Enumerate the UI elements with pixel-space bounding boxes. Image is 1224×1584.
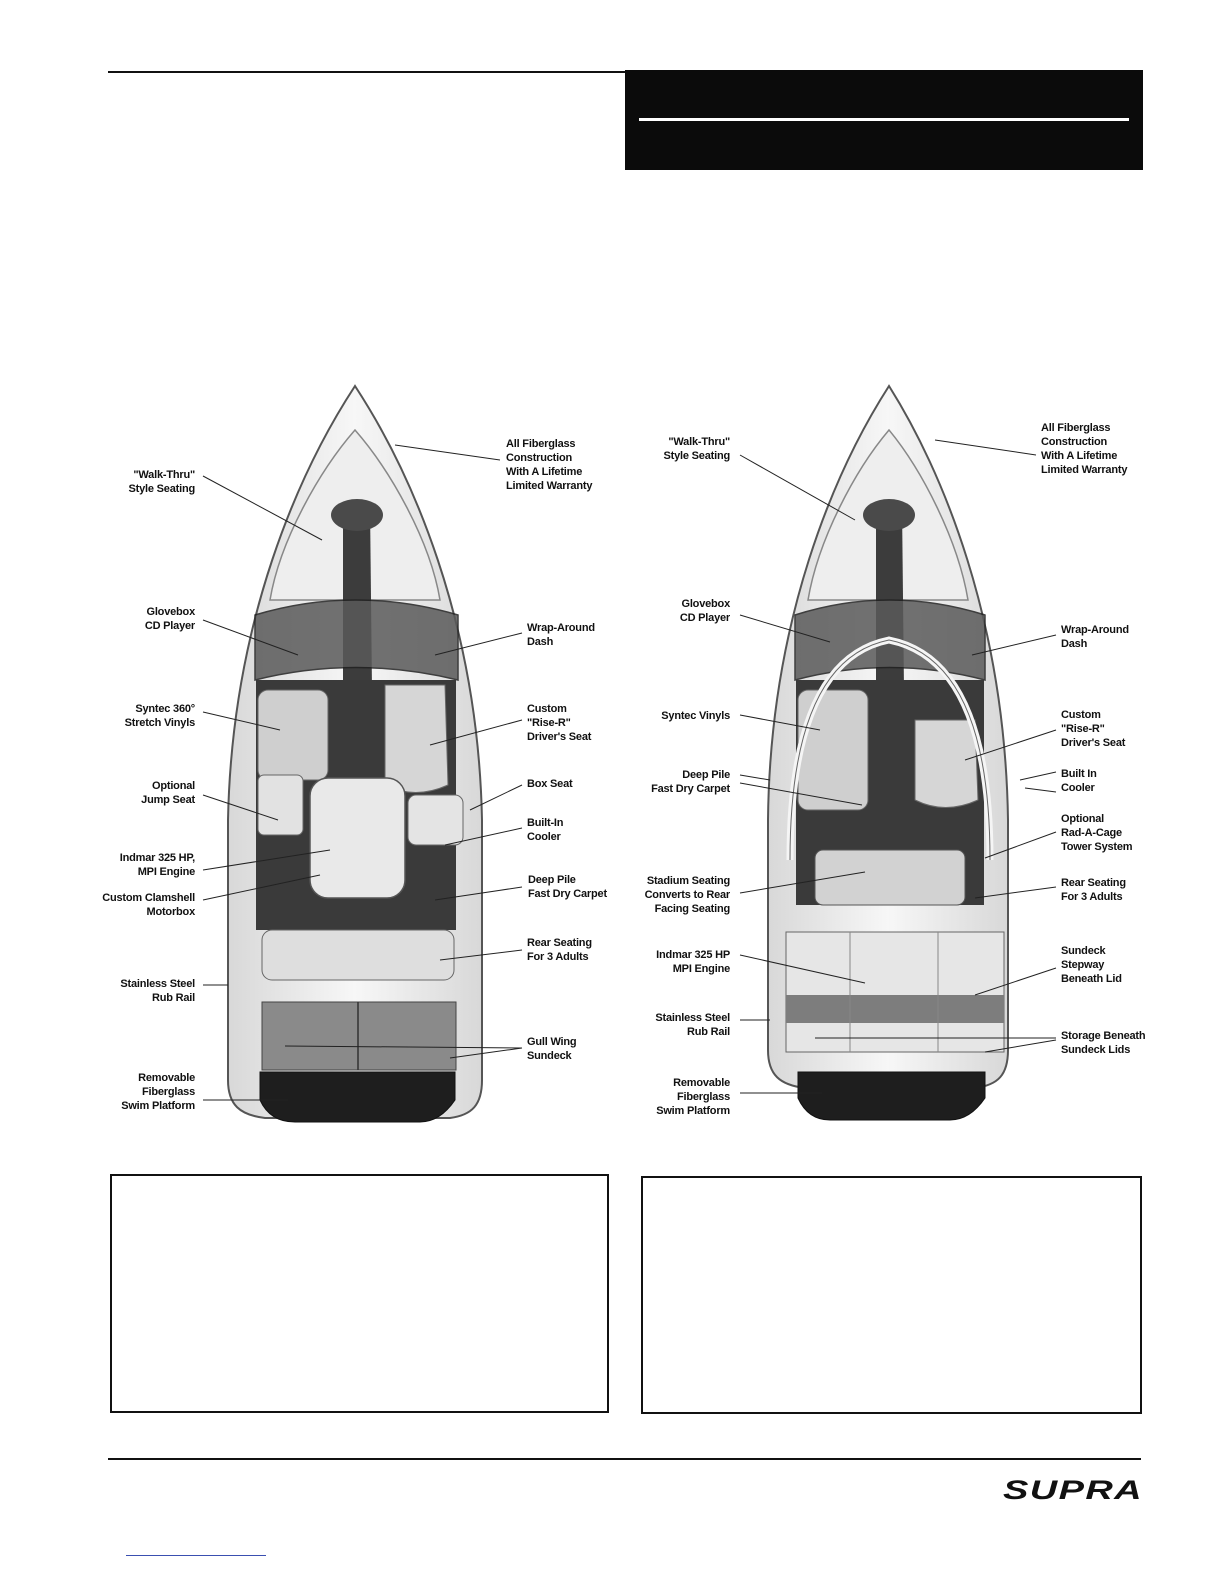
label-right-rub-rail: Stainless Steel Rub Rail [655, 1012, 730, 1038]
label-right-stadium: Stadium Seating Converts to Rear Facing Seating [644, 875, 730, 915]
right-bow-hatch [863, 499, 915, 531]
left-port-seat [258, 690, 328, 780]
label-right-swim-platform: Removable Fiberglass Swim Platform [656, 1077, 730, 1117]
label-left-box-seat: Box Seat [527, 778, 573, 790]
right-sundeck [786, 932, 1004, 1052]
label-right-wraparound: Wrap-Around Dash [1061, 624, 1129, 650]
label-left-walkthru: "Walk-Thru" Style Seating [128, 469, 195, 495]
label-right-walkthru: "Walk-Thru" Style Seating [663, 436, 730, 462]
label-left-fiberglass: All Fiberglass Construction With A Lifetime Limited Warranty [506, 438, 593, 492]
label-left-rub-rail: Stainless Steel Rub Rail [120, 978, 195, 1004]
right-port-seat [798, 690, 868, 810]
left-windshield [255, 600, 458, 680]
left-sundeck [262, 1002, 456, 1070]
label-right-tower: Optional Rad-A-Cage Tower System [1061, 813, 1133, 853]
left-bow-hatch [331, 499, 383, 531]
label-left-carpet: Deep Pile Fast Dry Carpet [528, 874, 607, 900]
left-boat-illustration [228, 386, 482, 1122]
right-sundeck-stripe [786, 995, 1004, 1023]
label-right-glovebox: Glovebox CD Player [679, 598, 730, 624]
label-right-syntec: Syntec Vinyls [661, 710, 730, 722]
right-swim-platform [798, 1072, 985, 1120]
label-right-carpet: Deep Pile Fast Dry Carpet [651, 769, 730, 795]
left-swim-platform [260, 1072, 455, 1122]
right-driver-seat [915, 720, 978, 808]
label-left-rear-seating: Rear Seating For 3 Adults [527, 937, 592, 963]
label-right-rear-seating: Rear Seating For 3 Adults [1061, 877, 1126, 903]
label-right-storage: Storage Beneath Sundeck Lids [1061, 1030, 1146, 1056]
label-left-sundeck: Gull Wing Sundeck [527, 1036, 577, 1062]
left-rear-seat [262, 930, 454, 980]
label-left-custom-seat: Custom "Rise-R" Driver's Seat [527, 703, 592, 743]
right-stadium-seat [815, 850, 965, 905]
label-left-jump-seat: Optional Jump Seat [141, 780, 195, 806]
label-left-wraparound: Wrap-Around Dash [527, 622, 595, 648]
right-boat-illustration [768, 386, 1008, 1120]
label-right-engine: Indmar 325 HP MPI Engine [656, 949, 730, 975]
label-left-syntec: Syntec 360° Stretch Vinyls [124, 703, 195, 729]
label-left-motorbox: Custom Clamshell Motorbox [102, 892, 195, 918]
left-driver-seat [385, 685, 448, 793]
link-underline[interactable] [126, 1555, 266, 1556]
left-motorbox [310, 778, 405, 898]
label-right-custom-seat: Custom "Rise-R" Driver's Seat [1061, 709, 1126, 749]
label-left-swim-platform: Removable Fiberglass Swim Platform [121, 1072, 195, 1112]
left-jump-seat [258, 775, 303, 835]
label-left-engine: Indmar 325 HP, MPI Engine [119, 852, 195, 878]
label-left-glovebox: Glovebox CD Player [144, 606, 195, 632]
label-right-cooler: Built In Cooler [1061, 768, 1097, 794]
label-right-fiberglass: All Fiberglass Construction With A Lifetime Limited Warranty [1041, 422, 1128, 476]
supra-logo [1003, 1476, 1145, 1502]
svg-text:SUPRA: SUPRA [1003, 1476, 1143, 1502]
left-box-seat [408, 795, 463, 845]
left-info-box [110, 1174, 609, 1413]
right-info-box [641, 1176, 1142, 1414]
footer-rule [108, 1458, 1141, 1460]
label-right-stepway: Sundeck Stepway Beneath Lid [1061, 945, 1122, 985]
label-left-cooler: Built-In Cooler [527, 817, 564, 843]
